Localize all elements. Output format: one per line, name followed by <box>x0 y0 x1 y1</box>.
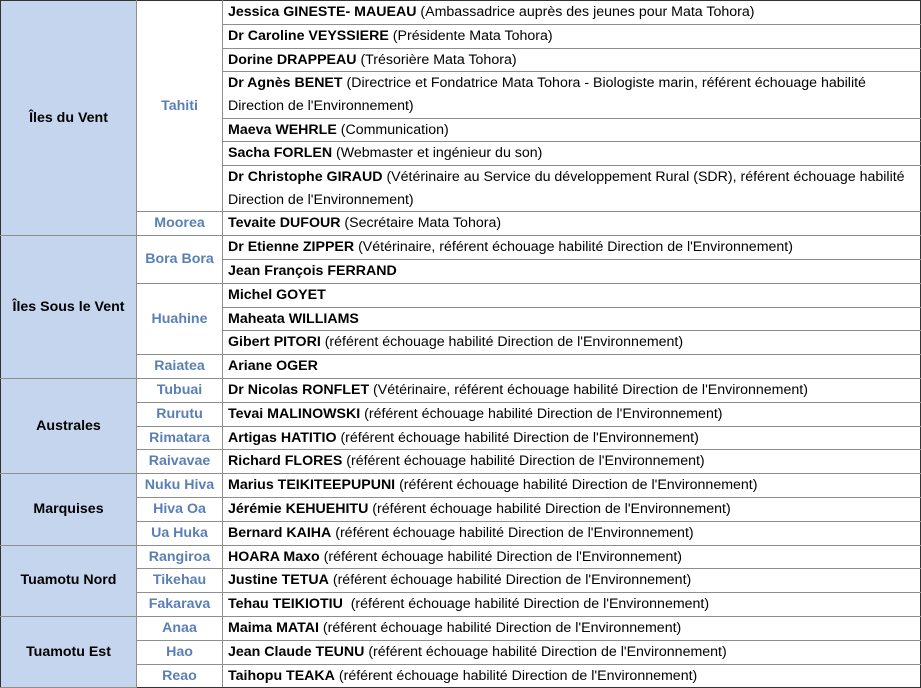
island-cell: Hiva Oa <box>137 497 223 521</box>
contact-name: Richard FLORES <box>228 453 343 470</box>
contact-cell <box>223 355 921 379</box>
contact-cell <box>223 24 921 48</box>
table-row <box>1 212 921 236</box>
contact-role: (Directrice et Fondatrice Mata Tohora - Biologiste marin, référent échouage habilité Direction de l'Environnement) <box>228 75 870 114</box>
contact-role: (Webmaster et ingénieur du son) <box>332 145 543 162</box>
contact-name: Dr Caroline VEYSSIERE <box>228 27 389 44</box>
contact-cell <box>223 378 921 402</box>
table-row <box>1 616 921 640</box>
island-cell: Nuku Hiva <box>137 474 223 498</box>
contact-role: (Communication) <box>336 121 449 138</box>
contact-name: Taihopu TEAKA <box>228 667 335 684</box>
table-row <box>1 236 921 260</box>
archipelago-cell: Îles du Vent <box>1 1 137 236</box>
contact-cell <box>223 474 921 498</box>
contact-role: (référent échouage habilité Direction de l'Environnement) <box>360 405 723 422</box>
contact-role: (Vétérinaire au Service du développement Rural (SDR), référent échouage habilité Direction de l'Environnement) <box>228 169 909 208</box>
contact-role: (référent échouage habilité Direction de l'Environnement) <box>368 500 731 517</box>
archipelago-cell: Tuamotu Nord <box>1 545 137 616</box>
contact-cell <box>223 593 921 617</box>
contact-name: Tehau TEIKIOTIU <box>228 596 343 613</box>
island-cell: Rangiroa <box>137 545 223 569</box>
contact-name: Justine TETUA <box>228 572 329 589</box>
island-cell: Raiatea <box>137 355 223 379</box>
contact-role: (référent échouage habilité Direction de l'Environnement) <box>395 477 758 494</box>
island-cell: Rimatara <box>137 426 223 450</box>
contact-name: Maheata WILLIAMS <box>228 310 359 327</box>
contact-name: Bernard KAIHA <box>228 524 332 541</box>
contact-role: (référent échouage habilité Direction de l'Environnement) <box>318 619 682 636</box>
contact-cell <box>223 259 921 283</box>
table-row <box>1 450 921 474</box>
contact-role: (Vétérinaire, référent échouage habilité Direction de l'Environnement) <box>354 239 793 256</box>
contact-role: (référent échouage habilité Direction de l'Environnement) <box>342 453 705 470</box>
contact-cell <box>223 212 921 236</box>
island-cell: Ua Huka <box>137 521 223 545</box>
contact-cell <box>223 521 921 545</box>
contact-cell <box>223 450 921 474</box>
island-cell: Reao <box>137 664 223 688</box>
table-row <box>1 474 921 498</box>
contact-name: Jean Claude TEUNU <box>228 643 365 660</box>
contact-name: Jessica GINESTE- MAUEAU <box>228 4 417 20</box>
contact-cell <box>223 72 921 118</box>
table-row <box>1 402 921 426</box>
contact-name: Michel GOYET <box>228 286 326 303</box>
contact-cell <box>223 497 921 521</box>
table-row <box>1 283 921 307</box>
contact-cell <box>223 118 921 142</box>
contact-name: Sacha FORLEN <box>228 145 333 162</box>
contact-role: (référent échouage habilité Direction de l'Environnement) <box>320 334 684 351</box>
contact-cell <box>223 331 921 355</box>
island-cell: Raivavae <box>137 450 223 474</box>
contact-cell <box>223 142 921 166</box>
table-row <box>1 497 921 521</box>
island-cell: Rurutu <box>137 402 223 426</box>
contact-role: (Secrétaire Mata Tohora) <box>340 215 502 232</box>
contact-cell <box>223 48 921 72</box>
contact-name: Dr Agnès BENET <box>228 75 343 92</box>
island-cell: Fakarava <box>137 593 223 617</box>
table-row <box>1 378 921 402</box>
contact-name: Tevai MALINOWSKI <box>228 405 361 422</box>
contacts-table-body <box>1 1 921 688</box>
contact-role: (référent échouage habilité Direction de l'Environnement) <box>319 548 683 565</box>
table-row <box>1 640 921 664</box>
contact-cell <box>223 166 921 212</box>
contact-name: Tevaite DUFOUR <box>228 215 341 232</box>
contact-name: Maima MATAI <box>228 619 319 636</box>
table-row <box>1 355 921 379</box>
table-row <box>1 545 921 569</box>
archipelago-cell: Marquises <box>1 474 137 545</box>
archipelago-cell: Tuamotu Est <box>1 616 137 687</box>
contact-role: (Trésorière Mata Tohora) <box>356 51 517 68</box>
island-cell: Tahiti <box>137 1 223 212</box>
contact-cell <box>223 426 921 450</box>
contact-role: (Présidente Mata Tohora) <box>388 27 553 44</box>
contact-cell <box>223 545 921 569</box>
contact-cell <box>223 236 921 260</box>
contact-role: (référent échouage habilité Direction de l'Environnement) <box>334 667 698 684</box>
table-row <box>1 521 921 545</box>
contact-cell <box>223 307 921 331</box>
island-cell: Bora Bora <box>137 236 223 284</box>
contact-name: HOARA Maxo <box>228 548 320 565</box>
table-row <box>1 593 921 617</box>
island-cell: Tikehau <box>137 569 223 593</box>
contact-name: Dr Nicolas RONFLET <box>228 381 370 398</box>
contact-name: Jérémie KEHUEHITU <box>228 500 369 517</box>
contact-role: (référent échouage habilité Direction de l'Environnement) <box>342 596 710 613</box>
contact-name: Dr Etienne ZIPPER <box>228 239 355 256</box>
table-row <box>1 1 921 25</box>
contact-name: Marius TEIKITEEPUPUNI <box>228 477 396 494</box>
archipelago-cell: Australes <box>1 378 137 473</box>
contact-cell <box>223 569 921 593</box>
contact-name: Gibert PITORI <box>228 334 321 351</box>
contact-role: (référent échouage habilité Direction de l'Environnement) <box>328 572 692 589</box>
archipelago-cell: Îles Sous le Vent <box>1 236 137 379</box>
contact-cell <box>223 283 921 307</box>
island-cell: Huahine <box>137 283 223 354</box>
contact-name: Maeva WEHRLE <box>228 121 337 138</box>
contact-role: (référent échouage habilité Direction de l'Environnement) <box>331 524 694 541</box>
contact-role: (Ambassadrice auprès des jeunes pour Mata Tohora) <box>416 4 755 20</box>
table-row <box>1 426 921 450</box>
contact-cell <box>223 640 921 664</box>
island-cell: Anaa <box>137 616 223 640</box>
contact-role: (référent échouage habilité Direction de l'Environnement) <box>336 429 699 446</box>
table-row <box>1 664 921 688</box>
contact-role: (référent échouage habilité Direction de l'Environnement) <box>364 643 727 660</box>
contact-name: Jean François FERRAND <box>228 262 397 279</box>
contact-name: Artigas HATITIO <box>228 429 337 446</box>
table-row <box>1 569 921 593</box>
contact-cell <box>223 1 921 25</box>
contact-cell <box>223 616 921 640</box>
island-cell: Moorea <box>137 212 223 236</box>
island-cell: Hao <box>137 640 223 664</box>
island-cell: Tubuai <box>137 378 223 402</box>
contact-cell <box>223 664 921 688</box>
contact-name: Dorine DRAPPEAU <box>228 51 357 68</box>
contact-name: Dr Christophe GIRAUD <box>228 169 383 186</box>
contact-name: Ariane OGER <box>228 358 318 375</box>
contact-role: (Vétérinaire, référent échouage habilité Direction de l'Environnement) <box>369 381 808 398</box>
contact-cell <box>223 402 921 426</box>
